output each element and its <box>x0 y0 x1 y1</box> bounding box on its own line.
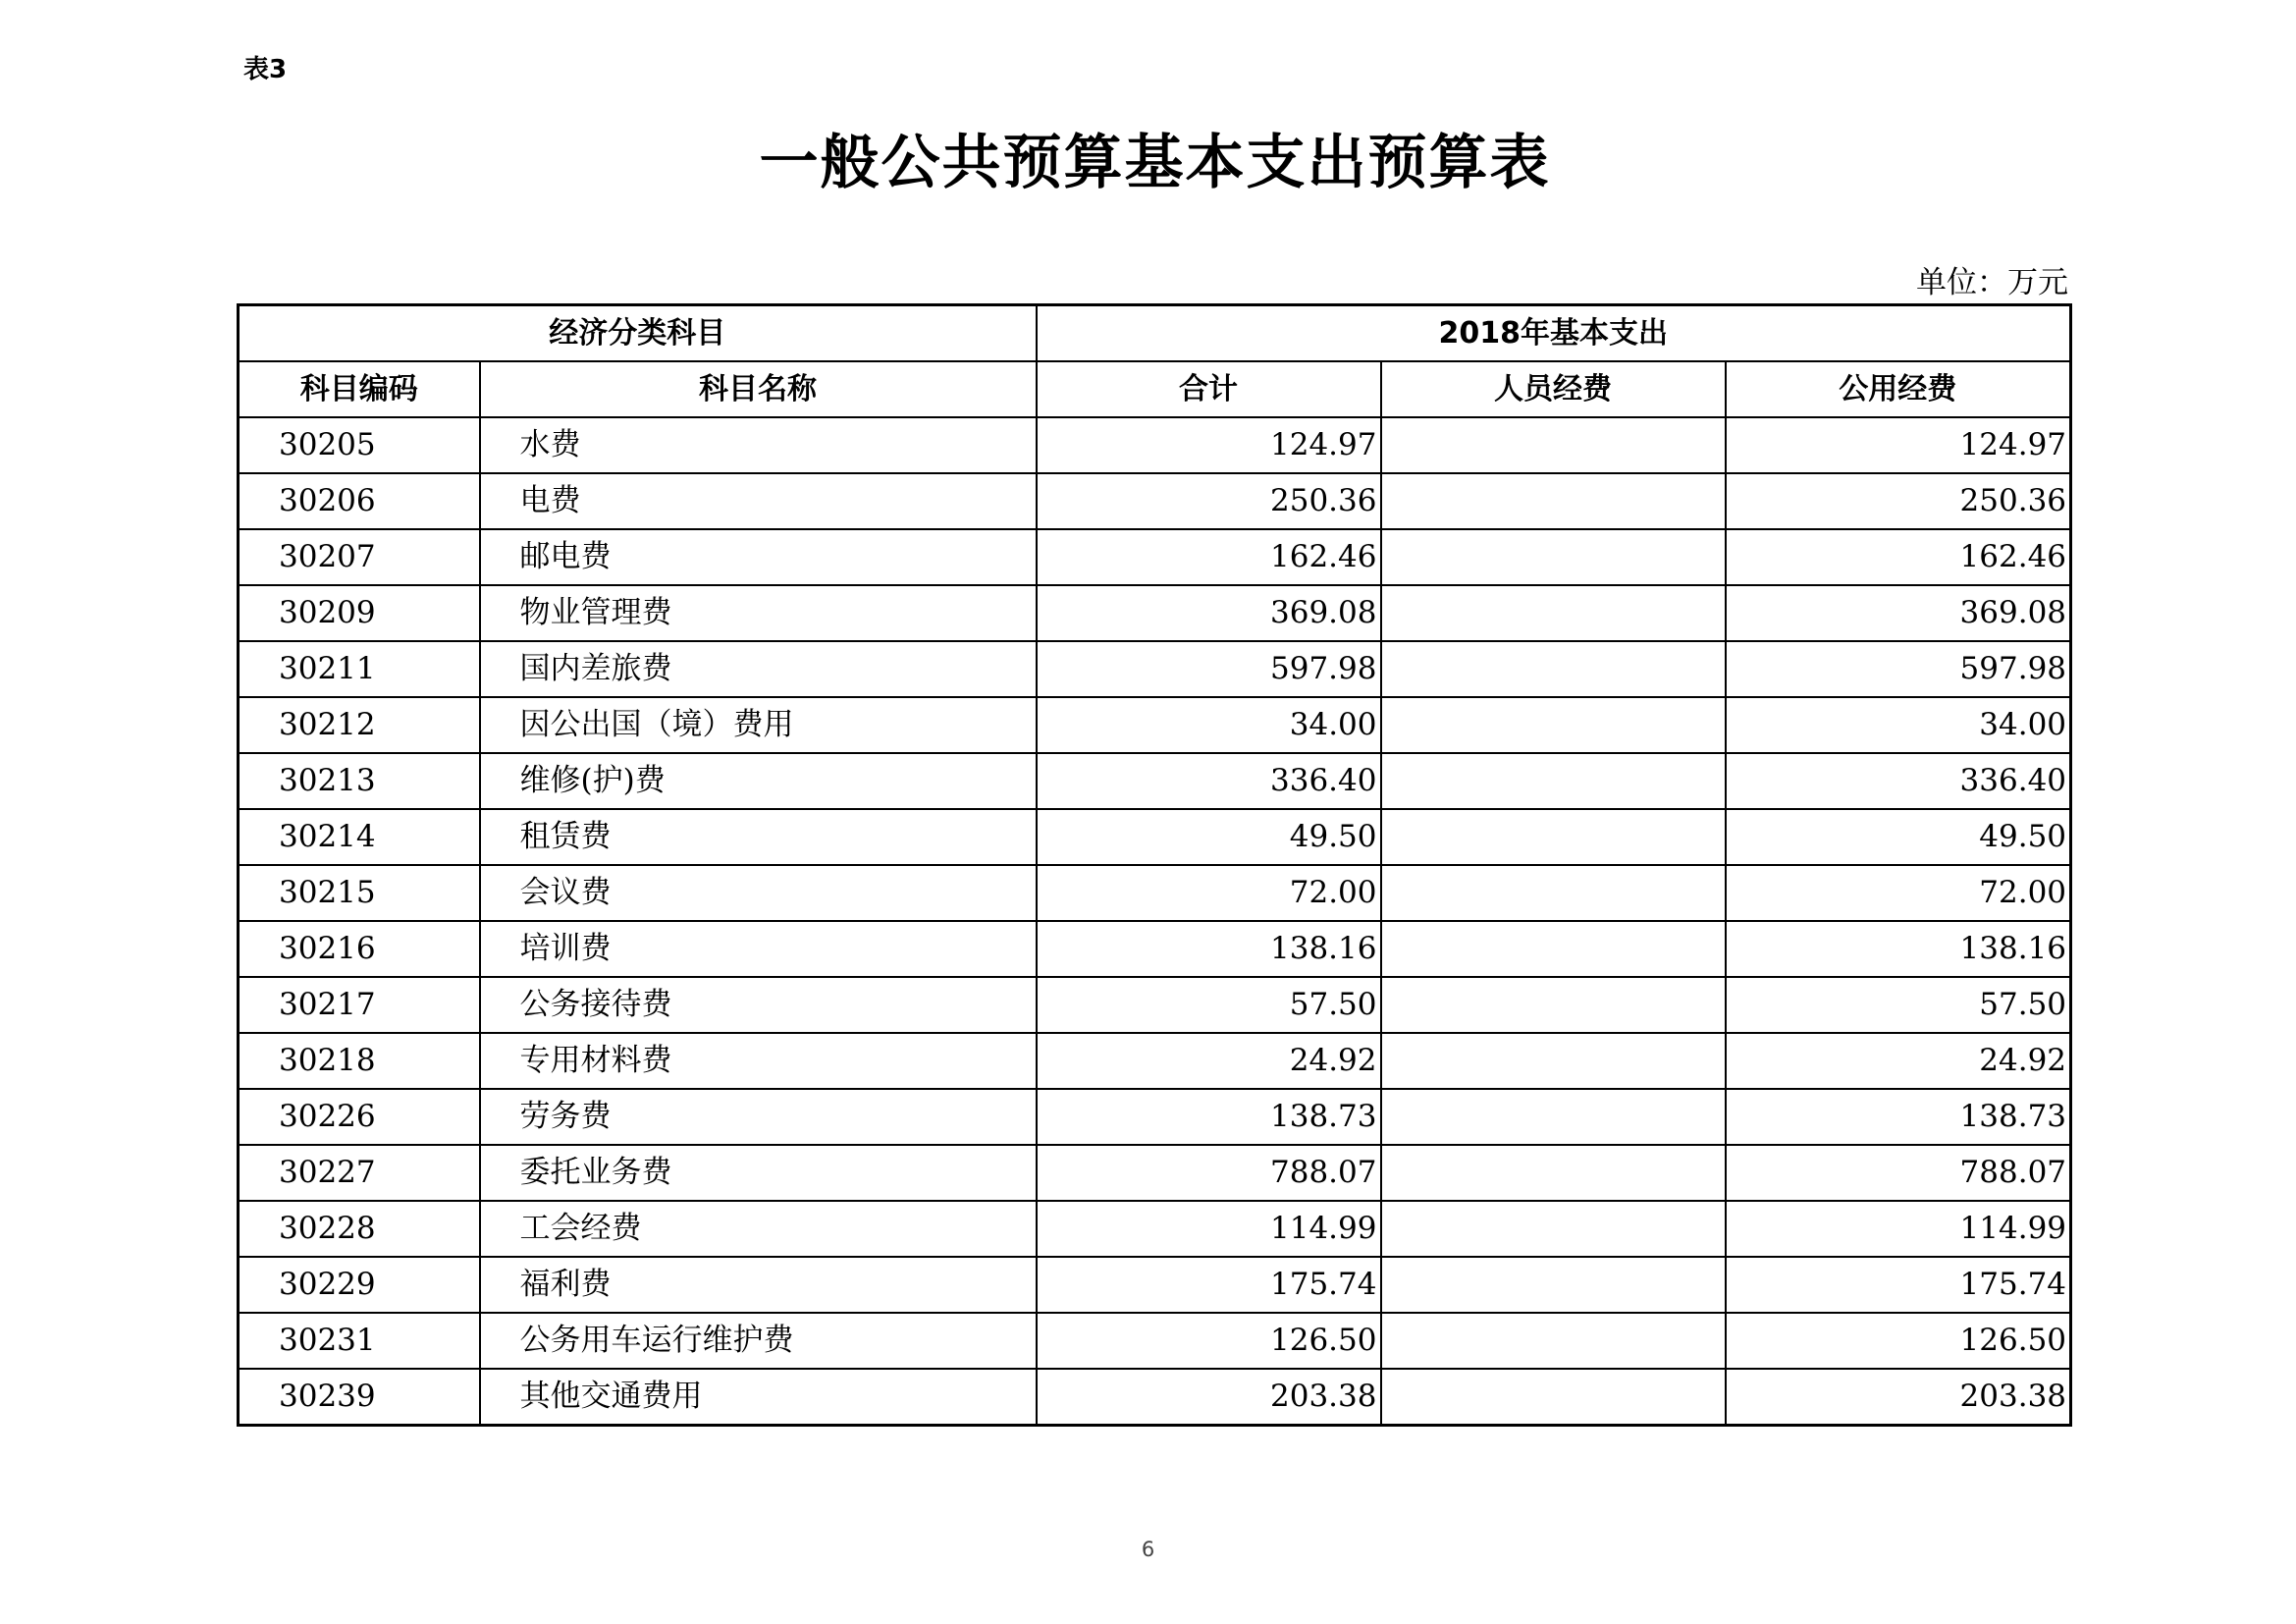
cell-personnel <box>1381 1089 1726 1145</box>
budget-table <box>237 303 2072 1427</box>
cell-code: 30213 <box>239 753 480 809</box>
cell-name: 福利费 <box>480 1257 1037 1313</box>
cell-personnel <box>1381 1369 1726 1426</box>
header-code: 科目编码 <box>239 361 480 417</box>
cell-public: 49.50 <box>1726 809 2071 865</box>
table-row <box>239 1089 2071 1145</box>
cell-code: 30231 <box>239 1313 480 1369</box>
cell-total: 175.74 <box>1037 1257 1381 1313</box>
cell-personnel <box>1381 697 1726 753</box>
cell-code: 30212 <box>239 697 480 753</box>
cell-name: 其他交通费用 <box>480 1369 1037 1426</box>
cell-personnel <box>1381 641 1726 697</box>
cell-code: 30217 <box>239 977 480 1033</box>
table-row <box>239 1033 2071 1089</box>
cell-code: 30229 <box>239 1257 480 1313</box>
cell-public: 162.46 <box>1726 529 2071 585</box>
cell-name: 培训费 <box>480 921 1037 977</box>
cell-personnel <box>1381 1201 1726 1257</box>
cell-code: 30214 <box>239 809 480 865</box>
cell-total: 34.00 <box>1037 697 1381 753</box>
cell-personnel <box>1381 753 1726 809</box>
cell-code: 30227 <box>239 1145 480 1201</box>
table-row <box>239 1201 2071 1257</box>
cell-public: 203.38 <box>1726 1369 2071 1426</box>
cell-personnel <box>1381 809 1726 865</box>
cell-code: 30228 <box>239 1201 480 1257</box>
cell-public: 175.74 <box>1726 1257 2071 1313</box>
cell-personnel <box>1381 1313 1726 1369</box>
header-total: 合计 <box>1037 361 1381 417</box>
header-basic-expenditure: 2018年基本支出 <box>1037 305 2071 362</box>
cell-total: 369.08 <box>1037 585 1381 641</box>
cell-total: 24.92 <box>1037 1033 1381 1089</box>
cell-name: 公务接待费 <box>480 977 1037 1033</box>
table-row <box>239 753 2071 809</box>
table-row <box>239 417 2071 473</box>
cell-public: 250.36 <box>1726 473 2071 529</box>
table-label: 表3 <box>243 55 288 84</box>
cell-code: 30218 <box>239 1033 480 1089</box>
cell-personnel <box>1381 1033 1726 1089</box>
header-economic-category: 经济分类科目 <box>239 305 1037 362</box>
cell-total: 57.50 <box>1037 977 1381 1033</box>
cell-personnel <box>1381 1257 1726 1313</box>
table-row <box>239 977 2071 1033</box>
table-row <box>239 1257 2071 1313</box>
table-header <box>239 305 2071 418</box>
cell-total: 203.38 <box>1037 1369 1381 1426</box>
table-row <box>239 1369 2071 1426</box>
cell-name: 委托业务费 <box>480 1145 1037 1201</box>
table-body <box>239 417 2071 1426</box>
table-row <box>239 809 2071 865</box>
cell-personnel <box>1381 865 1726 921</box>
cell-name: 因公出国（境）费用 <box>480 697 1037 753</box>
cell-total: 162.46 <box>1037 529 1381 585</box>
cell-total: 49.50 <box>1037 809 1381 865</box>
cell-name: 劳务费 <box>480 1089 1037 1145</box>
cell-public: 138.16 <box>1726 921 2071 977</box>
cell-code: 30211 <box>239 641 480 697</box>
cell-code: 30205 <box>239 417 480 473</box>
cell-name: 租赁费 <box>480 809 1037 865</box>
cell-public: 369.08 <box>1726 585 2071 641</box>
table-row <box>239 641 2071 697</box>
cell-personnel <box>1381 417 1726 473</box>
cell-code: 30215 <box>239 865 480 921</box>
table-row <box>239 1145 2071 1201</box>
table-row <box>239 921 2071 977</box>
header-personnel: 人员经费 <box>1381 361 1726 417</box>
cell-total: 597.98 <box>1037 641 1381 697</box>
cell-total: 138.16 <box>1037 921 1381 977</box>
cell-name: 国内差旅费 <box>480 641 1037 697</box>
header-name: 科目名称 <box>480 361 1037 417</box>
cell-public: 336.40 <box>1726 753 2071 809</box>
cell-total: 250.36 <box>1037 473 1381 529</box>
cell-code: 30226 <box>239 1089 480 1145</box>
cell-public: 114.99 <box>1726 1201 2071 1257</box>
cell-total: 788.07 <box>1037 1145 1381 1201</box>
cell-total: 126.50 <box>1037 1313 1381 1369</box>
cell-code: 30216 <box>239 921 480 977</box>
cell-name: 物业管理费 <box>480 585 1037 641</box>
cell-personnel <box>1381 921 1726 977</box>
unit-label: 单位：万元 <box>1916 265 2068 300</box>
cell-personnel <box>1381 1145 1726 1201</box>
cell-total: 336.40 <box>1037 753 1381 809</box>
cell-code: 30207 <box>239 529 480 585</box>
cell-name: 工会经费 <box>480 1201 1037 1257</box>
cell-code: 30239 <box>239 1369 480 1426</box>
cell-personnel <box>1381 977 1726 1033</box>
page-title: 一般公共预算基本支出预算表 <box>759 129 1551 197</box>
page-number: 6 <box>1141 1538 1155 1561</box>
cell-total: 138.73 <box>1037 1089 1381 1145</box>
cell-total: 124.97 <box>1037 417 1381 473</box>
cell-name: 邮电费 <box>480 529 1037 585</box>
cell-name: 水费 <box>480 417 1037 473</box>
cell-personnel <box>1381 585 1726 641</box>
cell-public: 72.00 <box>1726 865 2071 921</box>
table-row <box>239 1313 2071 1369</box>
table-row <box>239 697 2071 753</box>
table-row <box>239 473 2071 529</box>
cell-name: 专用材料费 <box>480 1033 1037 1089</box>
table-row <box>239 585 2071 641</box>
table-row <box>239 529 2071 585</box>
cell-public: 126.50 <box>1726 1313 2071 1369</box>
cell-personnel <box>1381 529 1726 585</box>
cell-name: 会议费 <box>480 865 1037 921</box>
cell-public: 788.07 <box>1726 1145 2071 1201</box>
cell-public: 57.50 <box>1726 977 2071 1033</box>
header-group-row <box>239 305 2071 362</box>
cell-public: 24.92 <box>1726 1033 2071 1089</box>
cell-public: 34.00 <box>1726 697 2071 753</box>
table-row <box>239 865 2071 921</box>
cell-name: 维修(护)费 <box>480 753 1037 809</box>
header-column-row <box>239 361 2071 417</box>
cell-name: 公务用车运行维护费 <box>480 1313 1037 1369</box>
cell-code: 30209 <box>239 585 480 641</box>
cell-name: 电费 <box>480 473 1037 529</box>
cell-total: 114.99 <box>1037 1201 1381 1257</box>
cell-public: 138.73 <box>1726 1089 2071 1145</box>
cell-public: 597.98 <box>1726 641 2071 697</box>
header-public: 公用经费 <box>1726 361 2071 417</box>
cell-code: 30206 <box>239 473 480 529</box>
cell-public: 124.97 <box>1726 417 2071 473</box>
cell-total: 72.00 <box>1037 865 1381 921</box>
cell-personnel <box>1381 473 1726 529</box>
